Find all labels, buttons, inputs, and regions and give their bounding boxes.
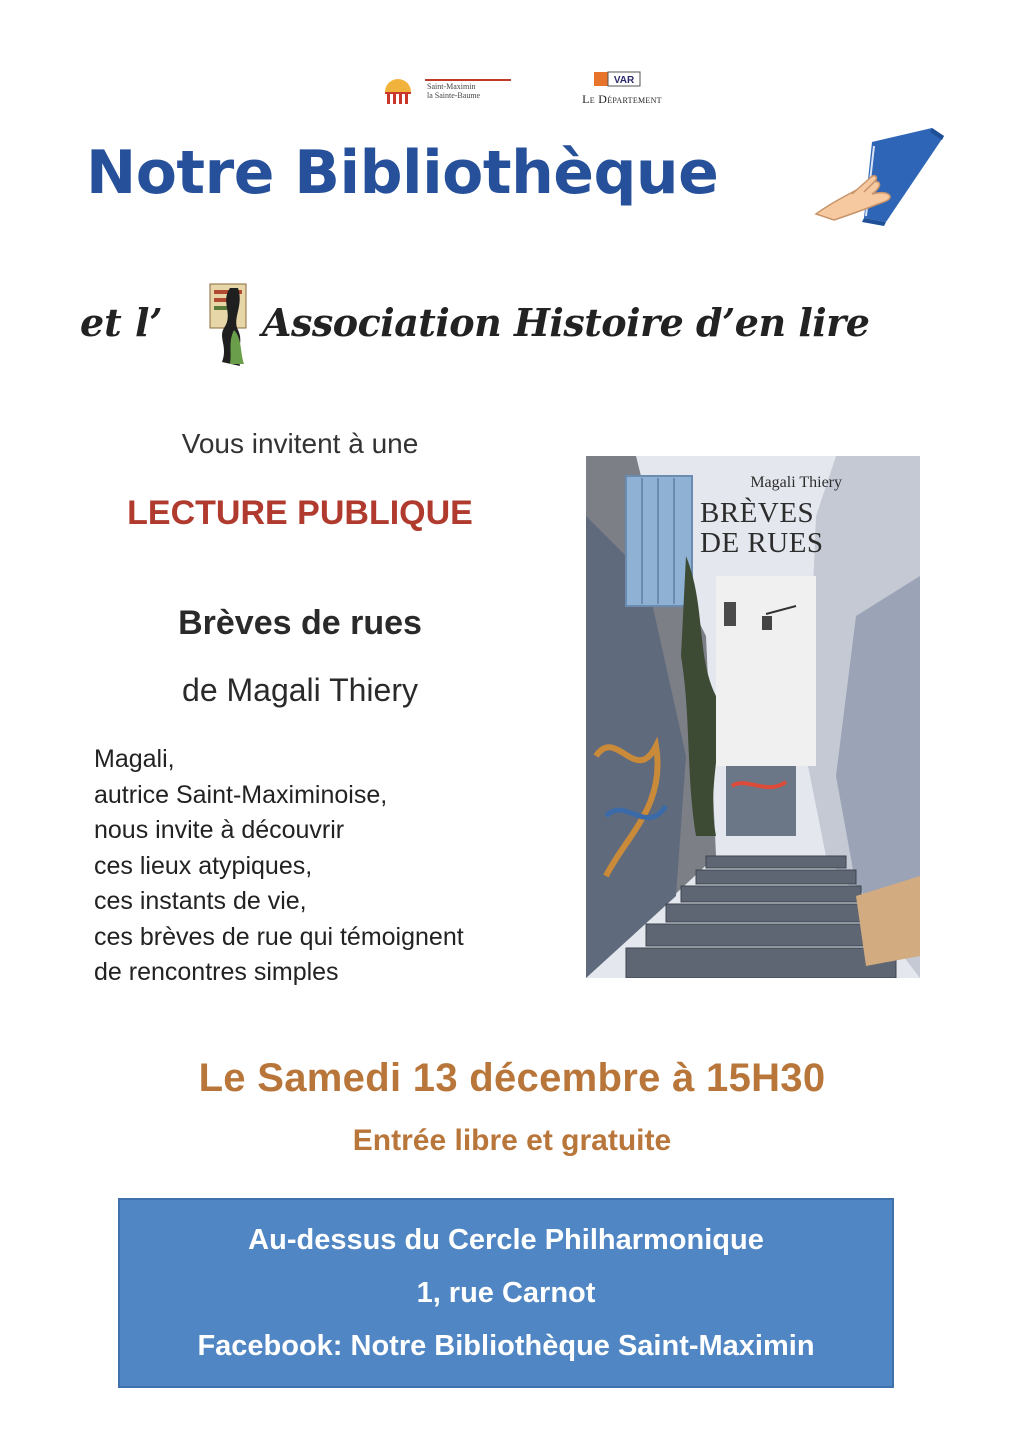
var-departement-logo xyxy=(562,68,682,112)
departement-text: Le Département xyxy=(582,92,662,106)
address-text: 1, rue Carnot xyxy=(416,1277,596,1309)
logo-underline xyxy=(425,79,511,81)
description-line: Magali, xyxy=(94,745,175,773)
subtitle-association: Association Histoire d’en lire xyxy=(262,300,870,345)
saint-maximin-logo-text: Saint-Maximin la Sainte-Baume xyxy=(427,82,481,100)
book-cover-image xyxy=(586,456,920,978)
cover-title xyxy=(700,498,850,558)
location-text: Au-dessus du Cercle Philharmonique xyxy=(248,1224,764,1256)
description-line: ces instants de vie, xyxy=(94,887,307,915)
description-line: nous invite à découvrir xyxy=(94,816,345,844)
event-date: Le Samedi 13 décembre à 15H30 xyxy=(198,1056,826,1100)
invitation-intro: Vous invitent à une xyxy=(181,428,419,459)
subtitle-row xyxy=(80,278,960,368)
facebook-text: Facebook: Notre Bibliothèque Saint-Maximin xyxy=(197,1330,815,1362)
description-line: ces lieux atypiques, xyxy=(94,851,313,880)
var-badge-icon xyxy=(594,70,642,88)
location-info-box xyxy=(118,1198,894,1388)
book-author: de Magali Thiery xyxy=(182,672,418,708)
association-logo-icon xyxy=(204,280,256,370)
description xyxy=(94,742,564,991)
description-line: de rencontres simples xyxy=(94,958,339,986)
cover-author: Magali Thiery xyxy=(750,474,842,491)
page-title: Notre Bibliothèque xyxy=(86,138,719,208)
description-line: ces brèves de rue qui témoignent xyxy=(94,922,464,951)
entry-info: Entrée libre et gratuite xyxy=(352,1124,672,1157)
var-badge-text: VAR xyxy=(613,75,635,86)
book-in-hand-icon xyxy=(812,122,948,228)
cover-title-line: DE RUES xyxy=(700,527,824,559)
sun-emblem-icon xyxy=(379,76,417,106)
saint-maximin-logo xyxy=(375,68,515,116)
cover-title-line: BRÈVES xyxy=(700,497,815,529)
description-line: autrice Saint-Maximinoise, xyxy=(94,780,388,809)
event-type: LECTURE PUBLIQUE xyxy=(127,494,473,532)
book-title: Brèves de rues xyxy=(178,604,422,642)
subtitle-prefix: et l’ xyxy=(80,300,163,345)
